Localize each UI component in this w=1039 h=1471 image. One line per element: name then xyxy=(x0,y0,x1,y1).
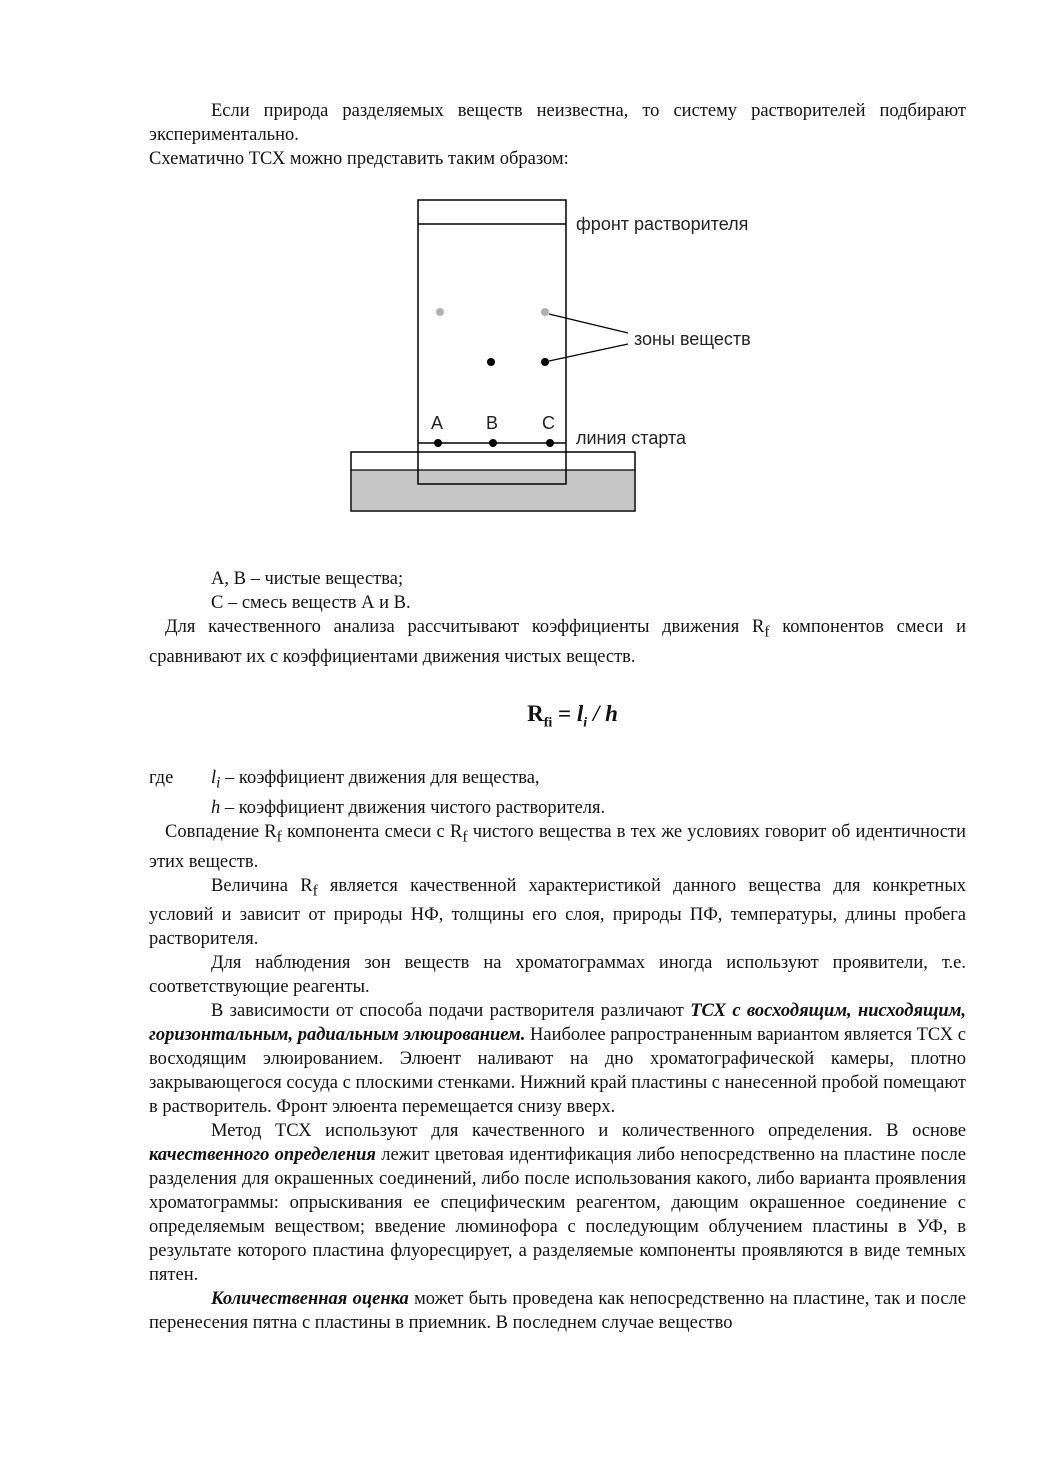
intro-paragraph: Если природа разделяемых веществ неизвестна, то систему растворителей подбирают экспериментально. xyxy=(149,101,966,145)
zone-c-upper xyxy=(541,308,549,316)
solvent-liquid xyxy=(352,470,634,510)
start-spot-b xyxy=(489,439,497,447)
where-li: где $l_i$ – коэффициент движения для вещества, xyxy=(149,766,966,796)
start-line-label: линия старта xyxy=(576,428,687,448)
lane-b-label: B xyxy=(486,413,499,433)
solvent-front-label: фронт растворителя xyxy=(576,214,749,234)
zone-c-lower xyxy=(541,358,549,366)
substance-zones-label: зоны веществ xyxy=(634,329,751,349)
tlc-diagram xyxy=(345,195,785,520)
start-spot-c xyxy=(546,439,554,447)
zone-pointer-lower xyxy=(549,344,628,361)
where-word: где xyxy=(149,768,174,789)
main-text xyxy=(149,567,966,1335)
paragraph-rf: Для качественного анализа рассчитывают коэффициенты движения $R_f$ компонентов смеси и сравнивают их с коэффициентами движения чистых веществ. xyxy=(149,617,966,667)
zone-b xyxy=(487,358,495,366)
schema-caption: Схематично ТСХ можно представить таким образом: xyxy=(149,149,569,169)
lane-a-label: A xyxy=(431,413,444,433)
paragraph-quantitative: Количественная оценка может быть проведена как непосредственно на пластине, так и после перенесения пятна с пластины в приемник. В последнем случае вещество xyxy=(149,1289,966,1334)
lane-c-label: C xyxy=(542,413,555,433)
paragraph-method: Метод ТСХ используют для качественного и количественного определения. В основе качественного определения лежит цветовая идентификация либо непосредственно на пластине после разделения для окрашенных соединений, либо после использования какого, либо варианта проявления хроматограммы: опрыскивания ее специфическим реагентом, дающим окрашенное соединение с определяемым веществом; введение люминофора с последующим облучением пластины в УФ, в результате которого пластина флуоресцирует, а разделяемые компоненты проявляются в виде темных пятен. xyxy=(149,1121,966,1286)
paragraph-elution: В зависимости от способа подачи растворителя различают ТСХ с восходящим, нисходящим, горизонтальным, радиальным элюированием. Наиболее рапространенным вариантом является ТСХ с восходящим элюированием. Элюент наливают на дно хроматографической камеры, плотно закрывающегося сосуда с плоскими стенками. Нижний край пластины с нанесенной пробой помещают в растворитель. Фронт элюента перемещается снизу вверх. xyxy=(149,1001,967,1118)
paragraph-rf-value: Величина $R_f$ является качественной характеристикой данного вещества для конкретных условий и зависит от природы НФ, толщины его слоя, природы ПФ, температуры, длины пробега растворителя. xyxy=(149,875,966,950)
zone-pointer-upper xyxy=(549,314,628,333)
where-h: h – коэффициент движения чистого растворителя. xyxy=(211,797,606,818)
paragraph-zones: Для наблюдения зон веществ на хроматограммах иногда используют проявители, т.е. соответствующие реагенты. xyxy=(149,953,966,998)
start-spot-a xyxy=(434,439,442,447)
legend-c: С – смесь веществ А и В. xyxy=(211,593,411,613)
legend-ab: А, В – чистые вещества; xyxy=(211,569,404,589)
rf-formula: $R_{fi} = l_i / h$ xyxy=(527,700,618,731)
paragraph-match: Совпадение $R_f$ компонента смеси с $R_f$ чистого вещества в тех же условиях говорит об идентичности этих веществ. xyxy=(149,821,966,872)
zone-a xyxy=(436,308,444,316)
intro-text xyxy=(149,99,966,171)
